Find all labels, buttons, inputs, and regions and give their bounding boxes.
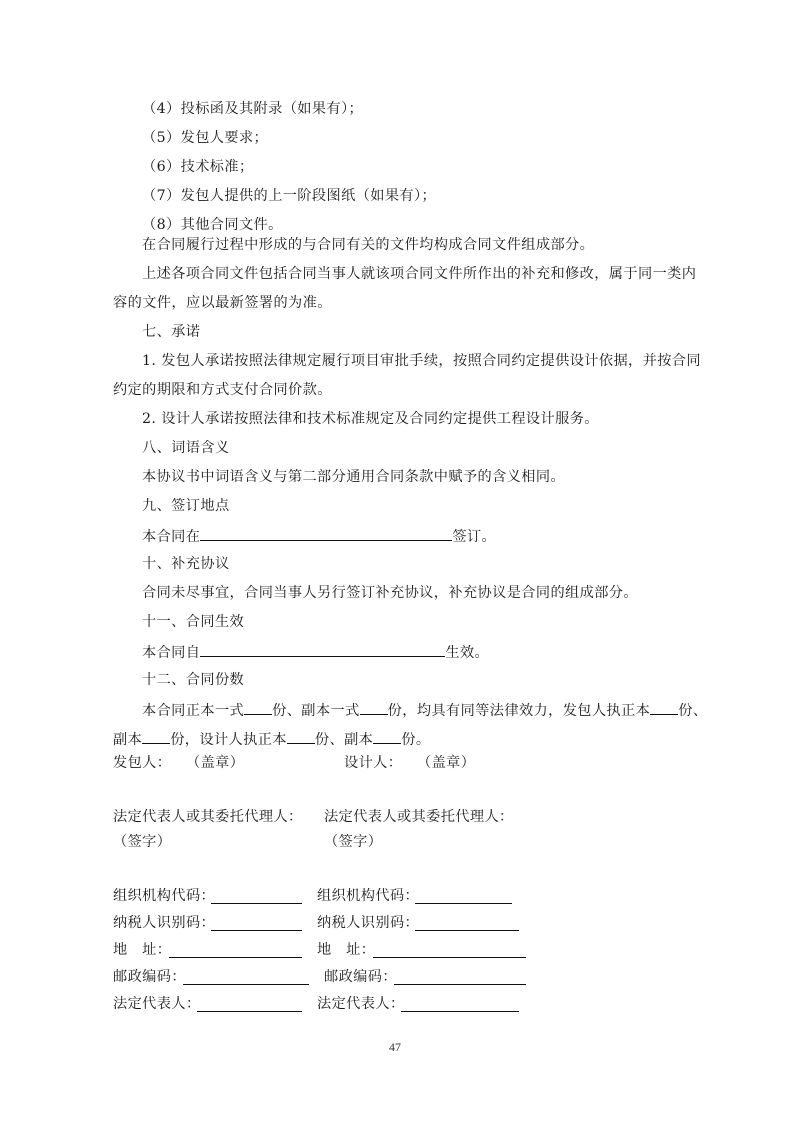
copies-text: 份、 xyxy=(678,703,708,719)
effectiveness-suffix: 生效。 xyxy=(445,645,490,661)
list-item: （7）发包人提供的上一阶段图纸（如果有）； xyxy=(142,188,437,204)
employer-address-field[interactable] xyxy=(169,957,302,958)
copies-text: 副本 xyxy=(113,732,143,748)
designer-org-code-field[interactable] xyxy=(415,903,512,904)
designer-tax-id-label: 纳税人识别码： xyxy=(317,915,420,931)
designer-postcode-field[interactable] xyxy=(394,984,526,985)
section-title-copies: 十二、合同份数 xyxy=(142,672,245,688)
employer-legal-rep-field[interactable] xyxy=(197,1011,302,1012)
designer-sign: （签字） xyxy=(324,834,383,850)
effectiveness-prefix: 本合同自 xyxy=(142,645,201,661)
list-item: （8）其他合同文件。 xyxy=(142,217,283,233)
list-item: （5）发包人要求； xyxy=(142,130,269,146)
original-count-field[interactable] xyxy=(244,700,272,715)
copies-line-2 xyxy=(113,729,430,749)
employer-label: 发包人： xyxy=(113,755,172,771)
employer-tax-id-label: 纳税人识别码： xyxy=(113,915,216,931)
designer-seal: （盖章） xyxy=(417,755,476,771)
designer-address-field[interactable] xyxy=(373,957,526,958)
signing-place-suffix: 签订。 xyxy=(452,529,497,545)
page-number: 47 xyxy=(389,1040,401,1054)
employer-original-field[interactable] xyxy=(650,700,678,715)
employer-sign: （签字） xyxy=(113,834,172,850)
commitment-item-2: 2. 设计人承诺按照法律和技术标准规定及合同约定提供工程设计服务。 xyxy=(142,411,599,427)
copy-count-field[interactable] xyxy=(360,700,388,715)
designer-address-label: 地 址： xyxy=(317,942,376,958)
section-title-commitment: 七、承诺 xyxy=(142,324,201,340)
section-title-effectiveness: 十一、合同生效 xyxy=(142,614,245,630)
section-title-definitions: 八、词语含义 xyxy=(142,440,230,456)
copies-text: 本合同正本一式 xyxy=(142,703,245,719)
paragraph-latest-signed-cont: 容的文件，应以最新签署的为准。 xyxy=(113,295,332,311)
designer-label: 设计人： xyxy=(344,755,403,771)
section-title-supplementary: 十、补充协议 xyxy=(142,556,230,572)
list-item: （6）技术标准； xyxy=(142,159,254,175)
employer-postcode-label: 邮政编码： xyxy=(113,969,186,985)
designer-tax-id-field[interactable] xyxy=(415,930,519,931)
designer-rep-label: 法定代表人或其委托代理人： xyxy=(324,809,514,825)
employer-rep-label: 法定代表人或其委托代理人： xyxy=(113,809,303,825)
effective-date-field[interactable] xyxy=(200,642,445,657)
copies-text: 份。 xyxy=(401,732,431,748)
employer-copy-field[interactable] xyxy=(142,729,170,744)
designer-postcode-label: 邮政编码： xyxy=(324,969,397,985)
designer-legal-rep-field[interactable] xyxy=(401,1011,519,1012)
effectiveness-line xyxy=(142,642,489,662)
designer-org-code-label: 组织机构代码： xyxy=(317,888,420,904)
employer-postcode-field[interactable] xyxy=(183,984,309,985)
employer-org-code-field[interactable] xyxy=(211,903,302,904)
copies-text: 份、副本一式 xyxy=(272,703,360,719)
signing-place-line xyxy=(142,526,496,546)
designer-legal-rep-label: 法定代表人： xyxy=(317,996,405,1012)
designer-original-field[interactable] xyxy=(287,729,315,744)
copies-text: 份、副本 xyxy=(314,732,374,748)
employer-legal-rep-label: 法定代表人： xyxy=(113,996,201,1012)
employer-seal: （盖章） xyxy=(186,755,245,771)
employer-address-label: 地 址： xyxy=(113,942,172,958)
designer-copy-field[interactable] xyxy=(373,729,401,744)
signing-place-prefix: 本合同在 xyxy=(142,529,201,545)
signing-place-field[interactable] xyxy=(200,526,452,541)
employer-org-code-label: 组织机构代码： xyxy=(113,888,216,904)
commitment-item-1: 1. 发包人承诺按照法律规定履行项目审批手续，按照合同约定提供设计依据，并按合同 xyxy=(142,353,701,369)
employer-tax-id-field[interactable] xyxy=(211,930,302,931)
definitions-body: 本协议书中词语含义与第二部分通用合同条款中赋予的含义相同。 xyxy=(142,469,566,485)
supplementary-body: 合同未尽事宜，合同当事人另行签订补充协议，补充协议是合同的组成部分。 xyxy=(142,585,638,601)
paragraph-latest-signed: 上述各项合同文件包括合同当事人就该项合同文件所作出的补充和修改，属于同一类内 xyxy=(142,266,697,282)
list-item: （4）投标函及其附录（如果有）； xyxy=(142,101,364,117)
section-title-signing-place: 九、签订地点 xyxy=(142,498,230,514)
paragraph-formed-documents: 在合同履行过程中形成的与合同有关的文件均构成合同文件组成部分。 xyxy=(142,237,595,253)
copies-text: 份，均具有同等法律效力，发包人执正本 xyxy=(387,703,651,719)
copies-line-1 xyxy=(142,700,707,720)
copies-text: 份，设计人执正本 xyxy=(170,732,287,748)
commitment-item-1-cont: 约定的期限和方式支付合同价款。 xyxy=(113,382,332,398)
